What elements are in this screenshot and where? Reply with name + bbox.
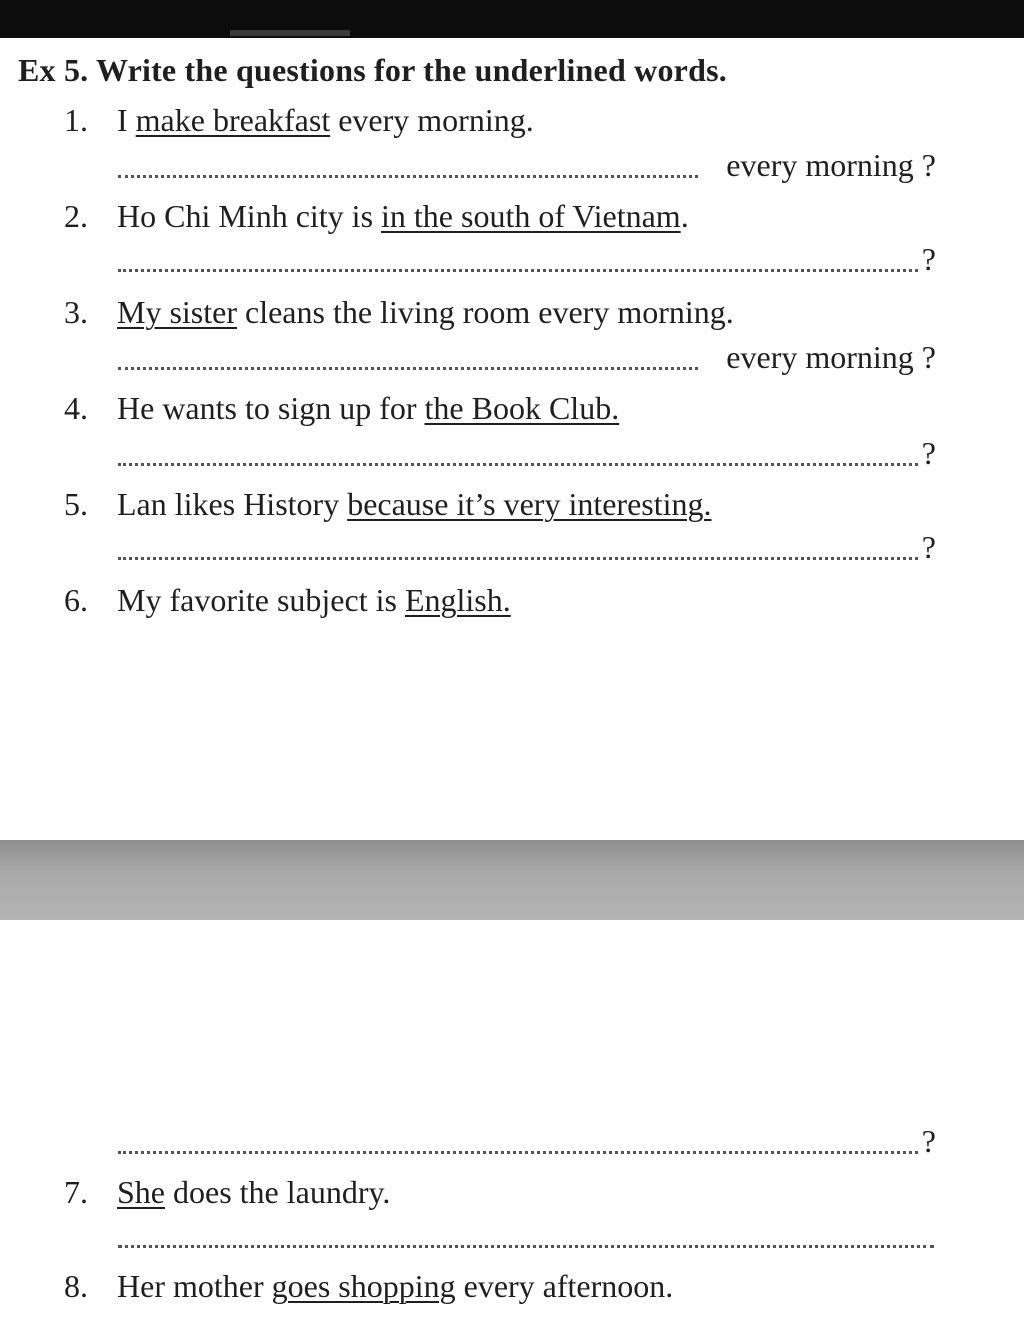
item-sentence <box>117 388 619 428</box>
sentence-before: I <box>117 102 136 138</box>
item-sentence <box>117 1266 673 1306</box>
answer-tail: ? <box>918 242 936 276</box>
underlined-words: My sister <box>117 294 237 330</box>
sentence-after: cleans the living room every morning. <box>237 294 734 330</box>
item-number: 3. <box>64 294 88 330</box>
dotted-answer-blank <box>118 175 698 178</box>
dotted-answer-blank <box>118 1245 934 1248</box>
item-sentence <box>117 196 689 236</box>
dotted-answer-blank <box>118 367 698 370</box>
question-item-2 <box>0 196 1024 244</box>
underlined-words: because it’s very interesting. <box>347 486 712 522</box>
answer-line-7[interactable] <box>118 1218 936 1258</box>
dotted-answer-blank <box>118 557 924 560</box>
exercise-title: Ex 5. Write the questions for the underlined words. <box>18 52 727 88</box>
item-sentence <box>117 100 534 140</box>
answer-line-6[interactable] <box>118 1124 936 1164</box>
question-item-6 <box>0 580 1024 628</box>
dotted-answer-blank <box>118 463 924 466</box>
underlined-words: the Book Club. <box>424 390 620 426</box>
sentence-before: Ho Chi Minh city is <box>117 198 382 234</box>
underlined-words: in the south of Vietnam <box>381 198 681 234</box>
question-item-1 <box>0 100 1024 148</box>
top-black-bar <box>0 0 1024 38</box>
sentence-after: does the laundry. <box>165 1174 391 1210</box>
answer-tail: ? <box>918 1124 936 1158</box>
answer-tail: ? <box>918 530 936 564</box>
cropped-text-fragment <box>230 30 350 36</box>
answer-line-4[interactable] <box>118 436 936 476</box>
answer-tail: ? <box>918 436 936 470</box>
underlined-words: goes shopping <box>271 1268 456 1304</box>
answer-tail: every morning ? <box>722 340 936 374</box>
item-number: 5. <box>64 486 88 522</box>
answer-line-3[interactable] <box>118 340 936 380</box>
sentence-after: . <box>680 198 689 234</box>
answer-line-1[interactable] <box>118 148 936 188</box>
underlined-words: English. <box>404 582 511 618</box>
item-sentence <box>117 580 511 620</box>
item-number: 1. <box>64 102 88 138</box>
question-item-7 <box>0 1172 1024 1220</box>
underlined-words: She <box>117 1174 165 1210</box>
question-item-4 <box>0 388 1024 436</box>
answer-line-5[interactable] <box>118 530 936 570</box>
question-item-8 <box>0 1266 1024 1314</box>
gray-separator-band <box>0 840 1024 920</box>
item-number: 2. <box>64 198 88 234</box>
dotted-answer-blank <box>118 1151 924 1154</box>
question-item-3 <box>0 292 1024 340</box>
sentence-after: every afternoon. <box>455 1268 674 1304</box>
item-sentence <box>117 484 712 524</box>
sentence-before: Her mother <box>117 1268 272 1304</box>
answer-line-2[interactable] <box>118 242 936 282</box>
question-item-5 <box>0 484 1024 532</box>
sentence-before: Lan likes History <box>117 486 348 522</box>
answer-tail: every morning ? <box>722 148 936 182</box>
sentence-after: every morning. <box>330 102 534 138</box>
item-sentence <box>117 1172 390 1212</box>
item-number: 8. <box>64 1268 88 1304</box>
item-number: 4. <box>64 390 88 426</box>
sentence-before: My favorite subject is <box>117 582 405 618</box>
dotted-answer-blank <box>118 269 924 272</box>
item-number: 7. <box>64 1174 88 1210</box>
underlined-words: make breakfast <box>135 102 331 138</box>
sentence-before: He wants to sign up for <box>117 390 425 426</box>
item-number: 6. <box>64 582 88 618</box>
item-sentence <box>117 292 734 332</box>
